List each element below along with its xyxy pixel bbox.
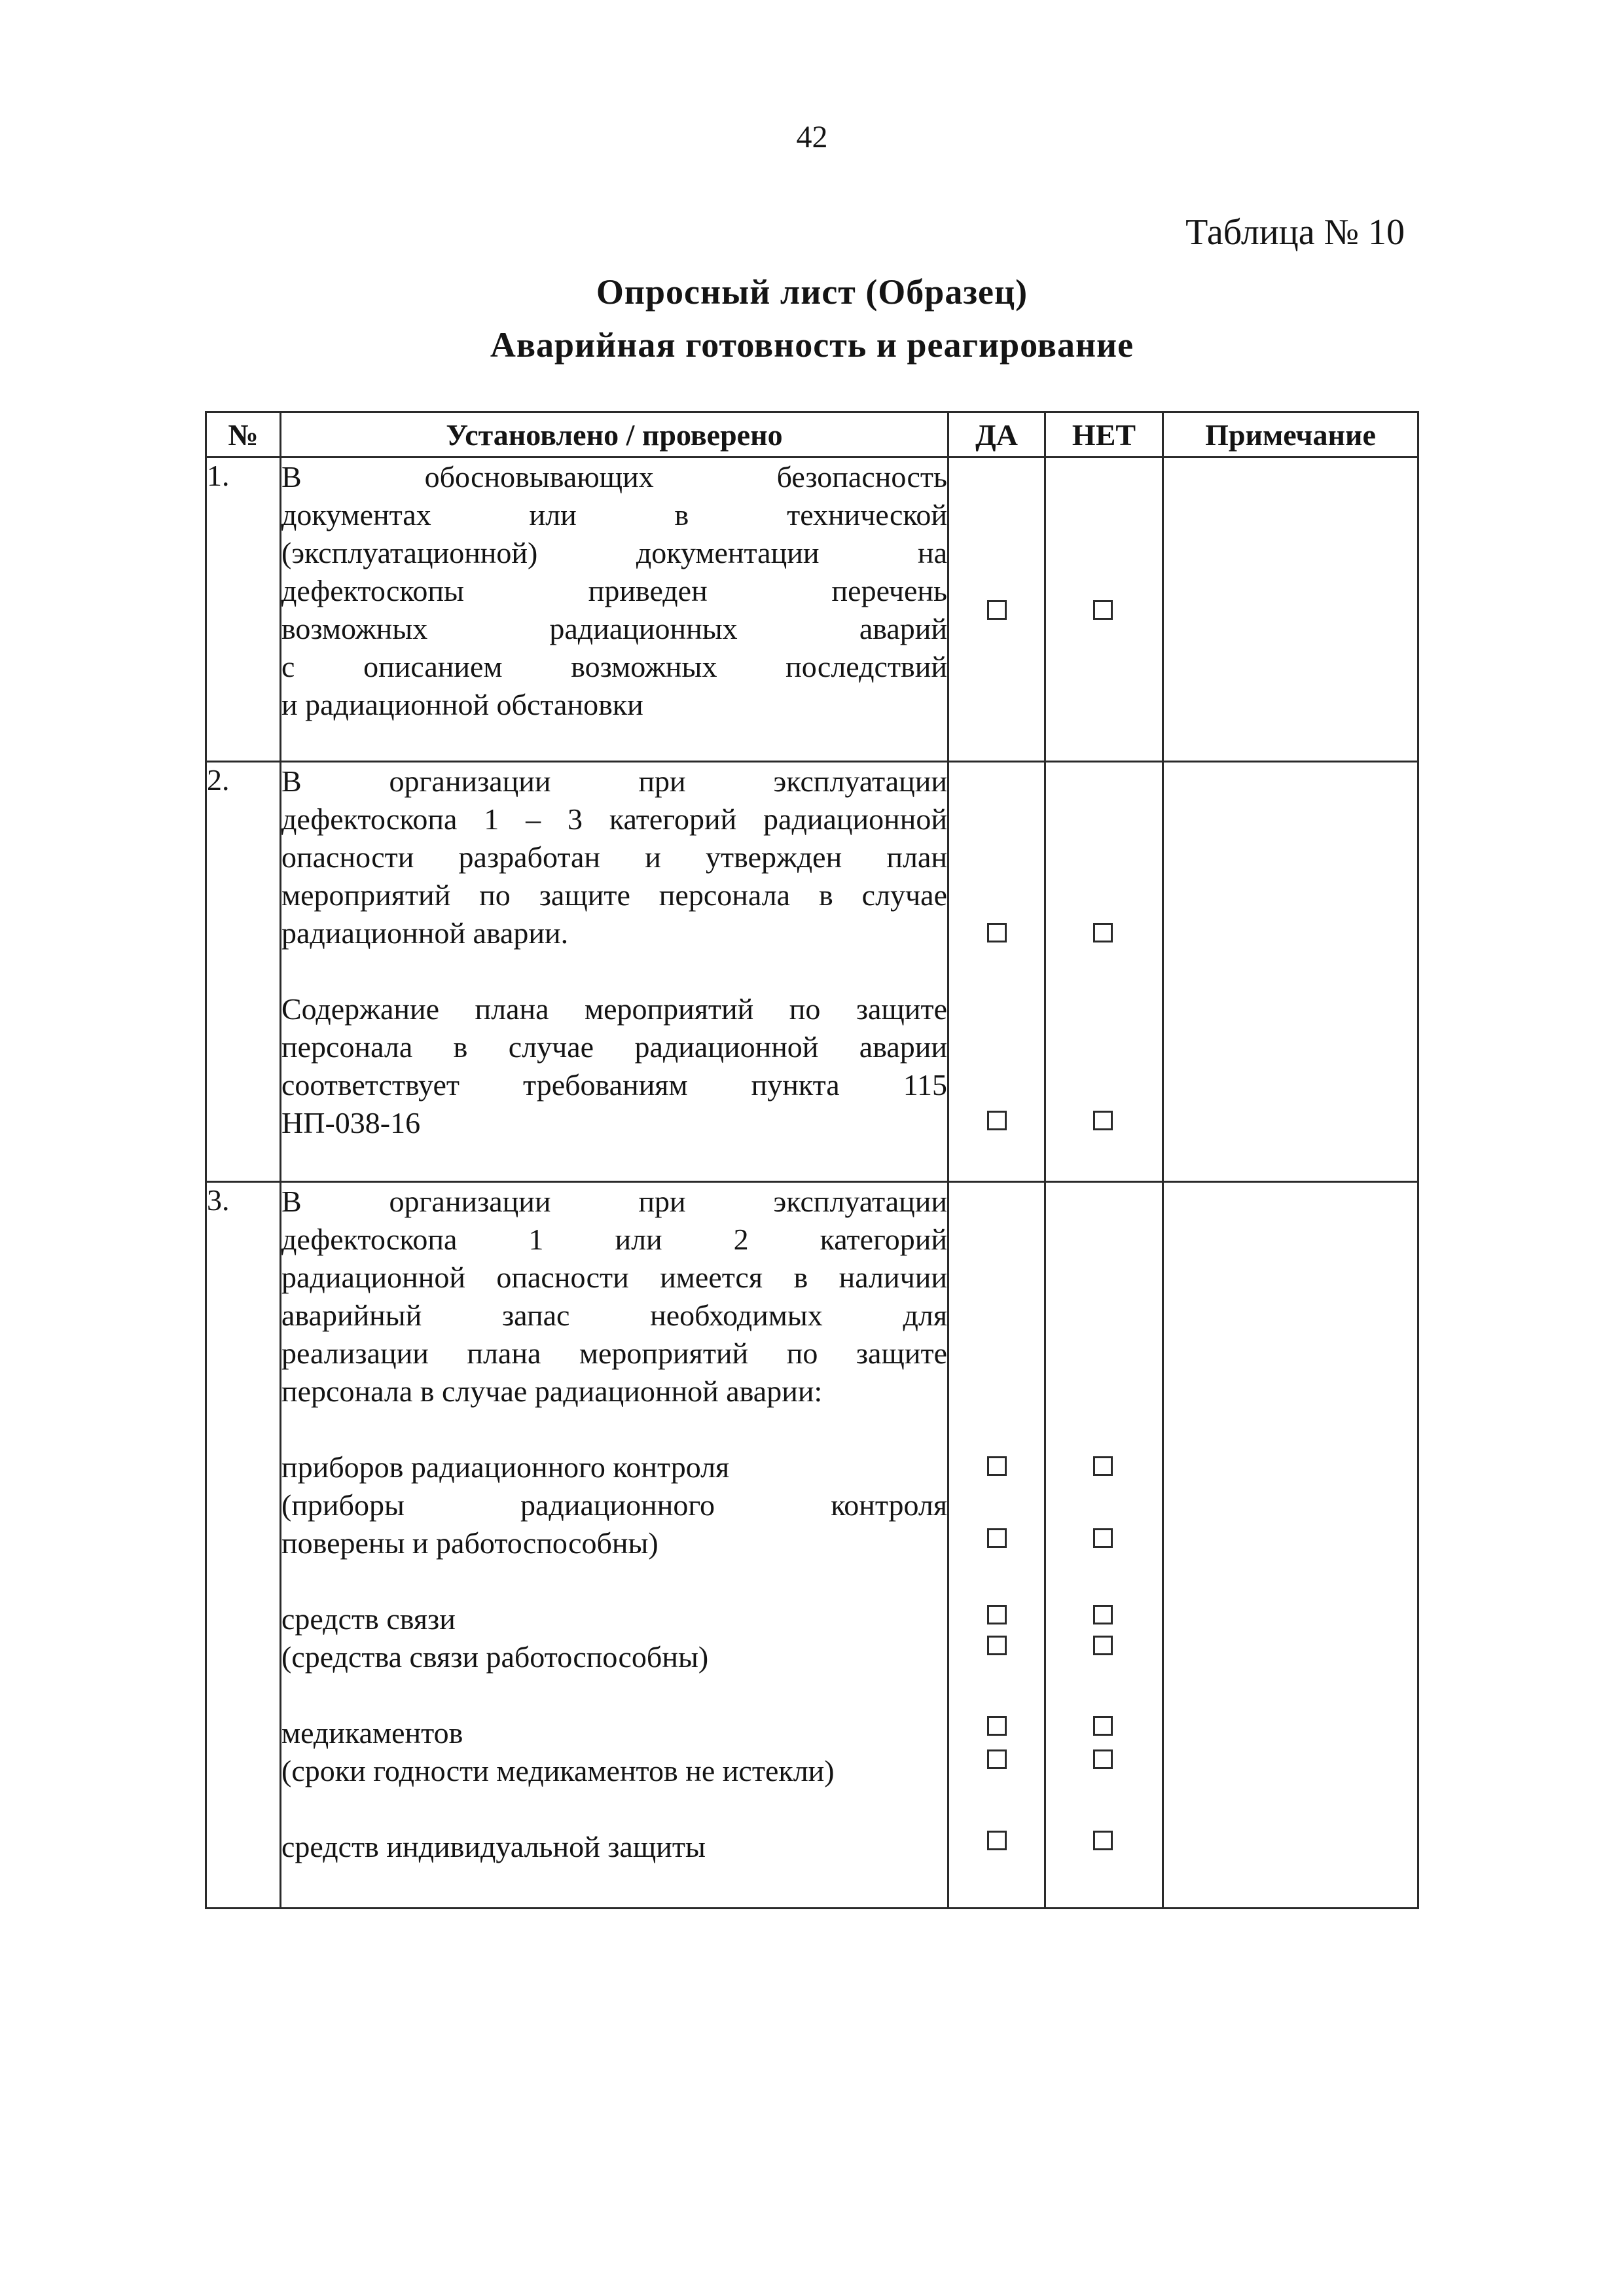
text-line: В обосновывающих безопасность xyxy=(281,460,947,493)
text-line: (приборы радиационного контроля xyxy=(281,1488,947,1522)
text-line: В организации при эксплуатации xyxy=(281,764,947,798)
no-cell xyxy=(1045,1182,1163,1909)
text-line: возможных радиационных аварий xyxy=(281,612,947,645)
header-note: Примечание xyxy=(1163,412,1418,457)
text-line: (эксплуатационной) документации на xyxy=(281,536,947,569)
no-checkbox[interactable] xyxy=(1093,1636,1113,1655)
text-line: с описанием возможных последствий xyxy=(281,650,947,683)
text-line: соответствует требованиям пункта 115 xyxy=(281,1068,947,1102)
yes-checkbox[interactable] xyxy=(987,1716,1007,1736)
table-row xyxy=(206,762,1418,1182)
text-line: (сроки годности медикаментов не истекли) xyxy=(281,1754,835,1787)
no-checkbox[interactable] xyxy=(1093,1528,1113,1548)
no-checkbox[interactable] xyxy=(1093,1605,1113,1624)
no-cell xyxy=(1045,762,1163,1182)
row-text xyxy=(281,762,948,1182)
text-line: и радиационной обстановки xyxy=(281,688,643,721)
header-no: НЕТ xyxy=(1045,412,1163,457)
no-checkbox[interactable] xyxy=(1093,600,1113,620)
note-cell[interactable] xyxy=(1163,457,1418,762)
no-checkbox[interactable] xyxy=(1093,1716,1113,1736)
no-checkbox[interactable] xyxy=(1093,1831,1113,1850)
text-line: мероприятий по защите персонала в случае xyxy=(281,878,947,912)
text-line: реализации плана мероприятий по защите xyxy=(281,1336,947,1370)
yes-checkbox[interactable] xyxy=(987,1456,1007,1476)
yes-checkbox[interactable] xyxy=(987,923,1007,942)
row-number: 1. xyxy=(206,457,281,762)
row-number: 2. xyxy=(206,762,281,1182)
text-line: дефектоскопы приведен перечень xyxy=(281,574,947,607)
no-cell xyxy=(1045,457,1163,762)
page-number: 42 xyxy=(796,120,828,154)
yes-checkbox[interactable] xyxy=(987,1636,1007,1655)
no-checkbox[interactable] xyxy=(1093,1456,1113,1476)
table-row xyxy=(206,1182,1418,1909)
text-line: радиационной аварии. xyxy=(281,916,569,950)
yes-checkbox[interactable] xyxy=(987,1528,1007,1548)
text-line: медикаментов xyxy=(281,1716,463,1749)
note-cell[interactable] xyxy=(1163,762,1418,1182)
yes-checkbox[interactable] xyxy=(987,1111,1007,1130)
yes-cell xyxy=(948,1182,1045,1909)
yes-cell xyxy=(948,457,1045,762)
header-established: Установлено / проверено xyxy=(281,412,948,457)
text-line: (средства связи работоспособны) xyxy=(281,1640,709,1674)
text-line: опасности разработан и утвержден план xyxy=(281,840,947,874)
text-line: персонала в случае радиационной аварии: xyxy=(281,1374,823,1408)
text-line: НП-038-16 xyxy=(281,1106,421,1139)
no-checkbox[interactable] xyxy=(1093,923,1113,942)
header-yes: ДА xyxy=(948,412,1045,457)
text-line: дефектоскопа 1 или 2 категорий xyxy=(281,1223,947,1256)
no-checkbox[interactable] xyxy=(1093,1111,1113,1130)
text-line: документах или в технической xyxy=(281,498,947,531)
note-cell[interactable] xyxy=(1163,1182,1418,1909)
text-line: аварийный запас необходимых для xyxy=(281,1299,947,1332)
yes-checkbox[interactable] xyxy=(987,600,1007,620)
text-line: средств связи xyxy=(281,1602,456,1636)
text-line: дефектоскопа 1 – 3 категорий радиационной xyxy=(281,802,947,836)
document-title: Опросный лист (Образец) xyxy=(596,272,1028,312)
text-line: Содержание плана мероприятий по защите xyxy=(281,992,947,1026)
yes-checkbox[interactable] xyxy=(987,1749,1007,1769)
row-text xyxy=(281,457,948,762)
header-num: № xyxy=(206,412,281,457)
table-label: Таблица № 10 xyxy=(1185,212,1405,253)
row-number: 3. xyxy=(206,1182,281,1909)
text-line: поверены и работоспособны) xyxy=(281,1526,659,1560)
text-line: приборов радиационного контроля xyxy=(281,1450,730,1484)
text-line: персонала в случае радиационной аварии xyxy=(281,1030,947,1064)
text-line: В организации при эксплуатации xyxy=(281,1185,947,1218)
text-line: средств индивидуальной защиты xyxy=(281,1830,706,1863)
checklist-table xyxy=(205,411,1419,1909)
row-text xyxy=(281,1182,948,1909)
yes-cell xyxy=(948,762,1045,1182)
yes-checkbox[interactable] xyxy=(987,1831,1007,1850)
table-header-row xyxy=(206,412,1418,457)
document-subtitle: Аварийная готовность и реагирование xyxy=(490,325,1134,365)
text-line: радиационной опасности имеется в наличии xyxy=(281,1261,947,1294)
no-checkbox[interactable] xyxy=(1093,1749,1113,1769)
table-row xyxy=(206,457,1418,762)
yes-checkbox[interactable] xyxy=(987,1605,1007,1624)
